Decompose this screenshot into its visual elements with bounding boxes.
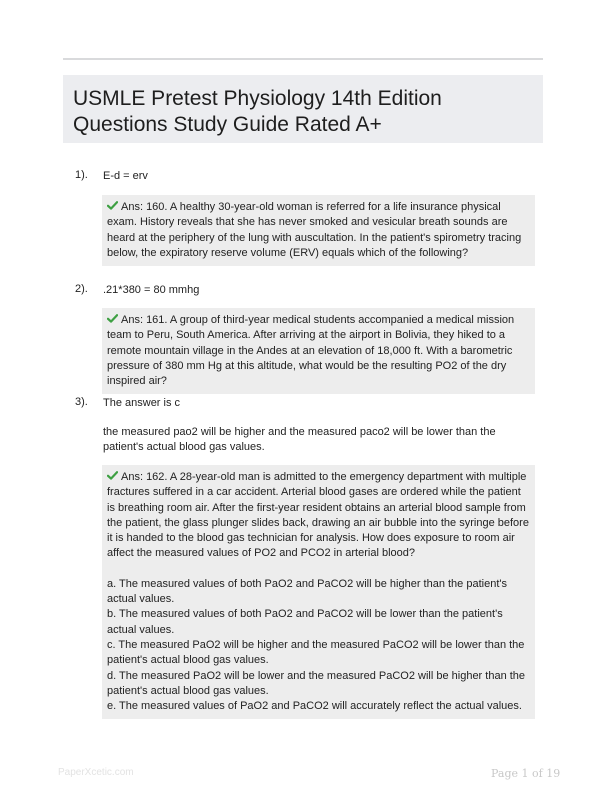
answer-text: Ans: 162. A 28-year-old man is admitted to the emergency department with multiple fractures suffered in a car accident. Arterial blood gases are ordered while the patient is breathing room air. After the first-year resident obtains an arterial blood sample from the patient, the glass plunger slides back, drawing an air bubble into the syringe before it is handed to the blood gas technician for analysis. How does exposure to room air affect the measured values of PO2 and PCO2 in arterial blood?: [107, 471, 529, 560]
answer-box-3: [102, 465, 535, 719]
top-divider: [63, 58, 543, 60]
option-c: c. The measured PaO2 will be higher and the measured PaCO2 will be lower than the patient's actual blood gas values.: [107, 638, 525, 667]
question-text: E-d = erv: [103, 170, 148, 182]
checkmark-icon: [107, 471, 118, 480]
question-number: 3).: [75, 396, 88, 408]
page-number: Page 1 of 19: [491, 767, 561, 780]
option-a: a. The measured values of both PaO2 and PaCO2 will be higher than the patient's actual values.: [107, 577, 507, 606]
answer-box-1: [102, 195, 535, 266]
answer-box-2: [102, 308, 535, 394]
question-number: 2).: [75, 283, 88, 295]
title-line-1: USMLE Pretest Physiology 14th Edition: [73, 87, 442, 110]
option-e: e. The measured values of PaO2 and PaCO2 will accurately reflect the actual values.: [107, 700, 522, 713]
checkmark-icon: [107, 201, 118, 210]
question-text: The answer is c: [103, 397, 181, 409]
watermark-text: PaperXcetic.com: [58, 767, 134, 778]
title-banner: [63, 75, 543, 143]
checkmark-icon: [107, 314, 118, 323]
question-number: 1).: [75, 169, 88, 181]
answer-text: Ans: 161. A group of third-year medical students accompanied a medical mission team to Peru, South America. After arriving at the airport in Bolivia, they hiked to a remote mountain village in the Andes at an elevation of 18,000 ft. With a barometric pressure of 380 mm Hg at this altitude, what would be the resulting PO2 of the dry inspired air?: [107, 314, 515, 388]
document-title: [73, 86, 543, 138]
explanation-text: the measured pao2 will be higher and the measured paco2 will be lower than the patient's actual blood gas values.: [103, 426, 496, 453]
option-d: d. The measured PaO2 will be lower and the measured PaCO2 will be higher than the patient's actual blood gas values.: [107, 669, 526, 697]
question-text: .21*380 = 80 mmhg: [103, 284, 200, 296]
title-line-2: Questions Study Guide Rated A+: [73, 113, 382, 136]
answer-text: Ans: 160. A healthy 30-year-old woman is referred for a life insurance physical exam. History reveals that she has never smoked and vesicular breath sounds are heard at the periphery of the lung with auscultation. In the patient's spirometry tracing below, the expiratory reserve volume (ERV) equals which of the following?: [107, 201, 522, 259]
option-b: b. The measured values of both PaO2 and PaCO2 will be lower than the patient's actual values.: [107, 608, 503, 636]
